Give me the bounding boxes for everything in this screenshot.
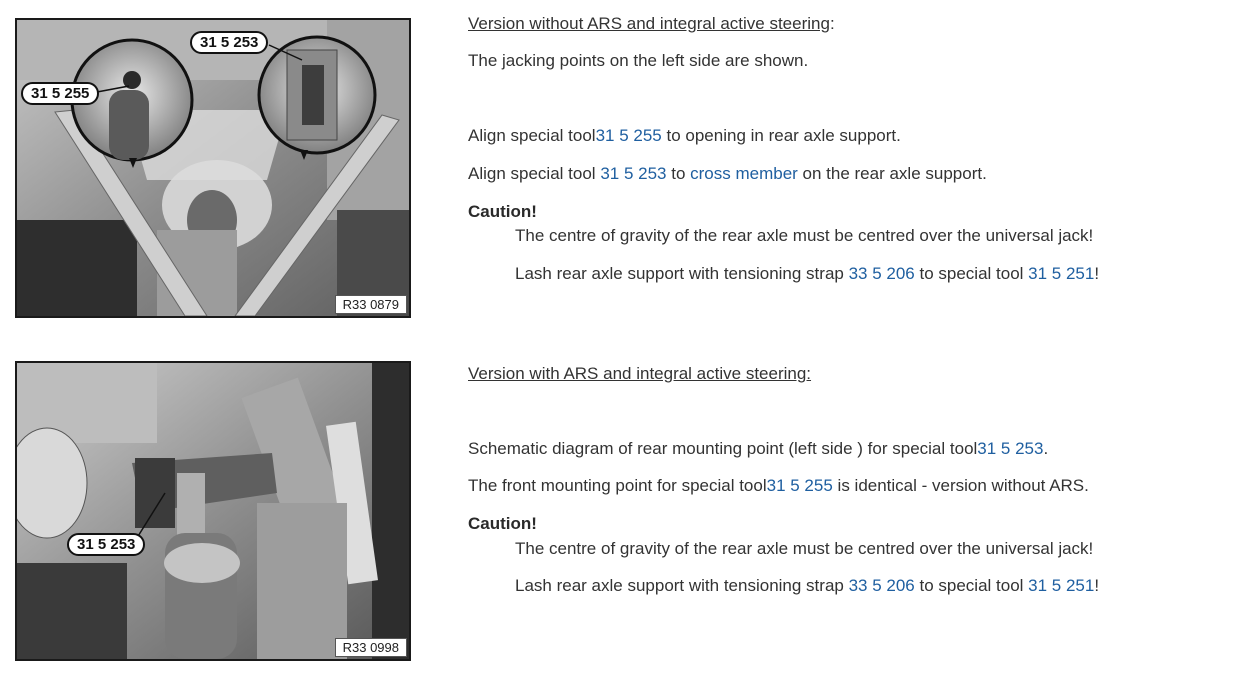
- step-text: Align special tool: [468, 164, 601, 183]
- step-text: .: [1043, 439, 1049, 458]
- caution-lash-strap: [515, 576, 1099, 596]
- step-align-31-5-253: [468, 164, 987, 184]
- link-tool-31-5-255[interactable]: 31 5 255: [595, 126, 662, 145]
- caution-lash-strap: [515, 264, 1099, 284]
- figure-illustration: [17, 363, 409, 659]
- link-tool-31-5-253[interactable]: 31 5 253: [977, 439, 1044, 458]
- caution-text: Lash rear axle support with tensioning strap: [515, 576, 849, 595]
- caution-centre-of-gravity: The centre of gravity of the rear axle must be centred over the universal jack!: [515, 226, 1094, 245]
- caution-label: Caution!: [468, 202, 537, 221]
- link-tool-31-5-251[interactable]: 31 5 251: [1028, 264, 1095, 283]
- caution-text: to special tool: [914, 576, 1029, 595]
- step-text: to: [666, 164, 691, 183]
- caution-label: Caution!: [468, 514, 537, 533]
- figure-photo-rear-axle-with-ars: [15, 361, 411, 661]
- step-front-mounting-point: [468, 476, 1089, 496]
- link-tool-33-5-206[interactable]: 33 5 206: [848, 264, 915, 283]
- figure-number: R33 0998: [335, 638, 407, 657]
- caution-text: !: [1094, 264, 1100, 283]
- tool-callout-31-5-255: 31 5 255: [21, 82, 99, 105]
- caution-text: !: [1094, 576, 1100, 595]
- caution-text: to special tool: [914, 264, 1029, 283]
- heading-text: Version without ARS and integral active steering: [468, 14, 830, 33]
- link-cross-member[interactable]: cross member: [690, 164, 798, 183]
- heading-colon: :: [829, 14, 835, 33]
- section-heading: [468, 14, 835, 34]
- caution-text: Lash rear axle support with tensioning strap: [515, 264, 849, 283]
- step-rear-mounting-point: [468, 439, 1048, 459]
- figure-photo-rear-axle-without-ars: [15, 18, 411, 318]
- step-text: The front mounting point for special tool: [468, 476, 767, 495]
- link-tool-31-5-255[interactable]: 31 5 255: [766, 476, 833, 495]
- caution-centre-of-gravity: The centre of gravity of the rear axle must be centred over the universal jack!: [515, 539, 1094, 558]
- step-text: to opening in rear axle support.: [661, 126, 901, 145]
- step-text: Align special tool: [468, 126, 596, 145]
- step-text: is identical - version without ARS.: [832, 476, 1089, 495]
- step-text: Schematic diagram of rear mounting point (left side ) for special tool: [468, 439, 978, 458]
- figure-number: R33 0879: [335, 295, 407, 314]
- intro-text: The jacking points on the left side are shown.: [468, 51, 809, 70]
- figure-illustration: [17, 20, 409, 316]
- link-tool-31-5-251[interactable]: 31 5 251: [1028, 576, 1095, 595]
- step-align-31-5-255: [468, 126, 901, 146]
- step-text: on the rear axle support.: [797, 164, 987, 183]
- section-heading: Version with ARS and integral active steering:: [468, 364, 812, 383]
- link-tool-33-5-206[interactable]: 33 5 206: [848, 576, 915, 595]
- tool-callout-31-5-253: 31 5 253: [67, 533, 145, 556]
- link-tool-31-5-253[interactable]: 31 5 253: [600, 164, 667, 183]
- tool-callout-31-5-253: 31 5 253: [190, 31, 268, 54]
